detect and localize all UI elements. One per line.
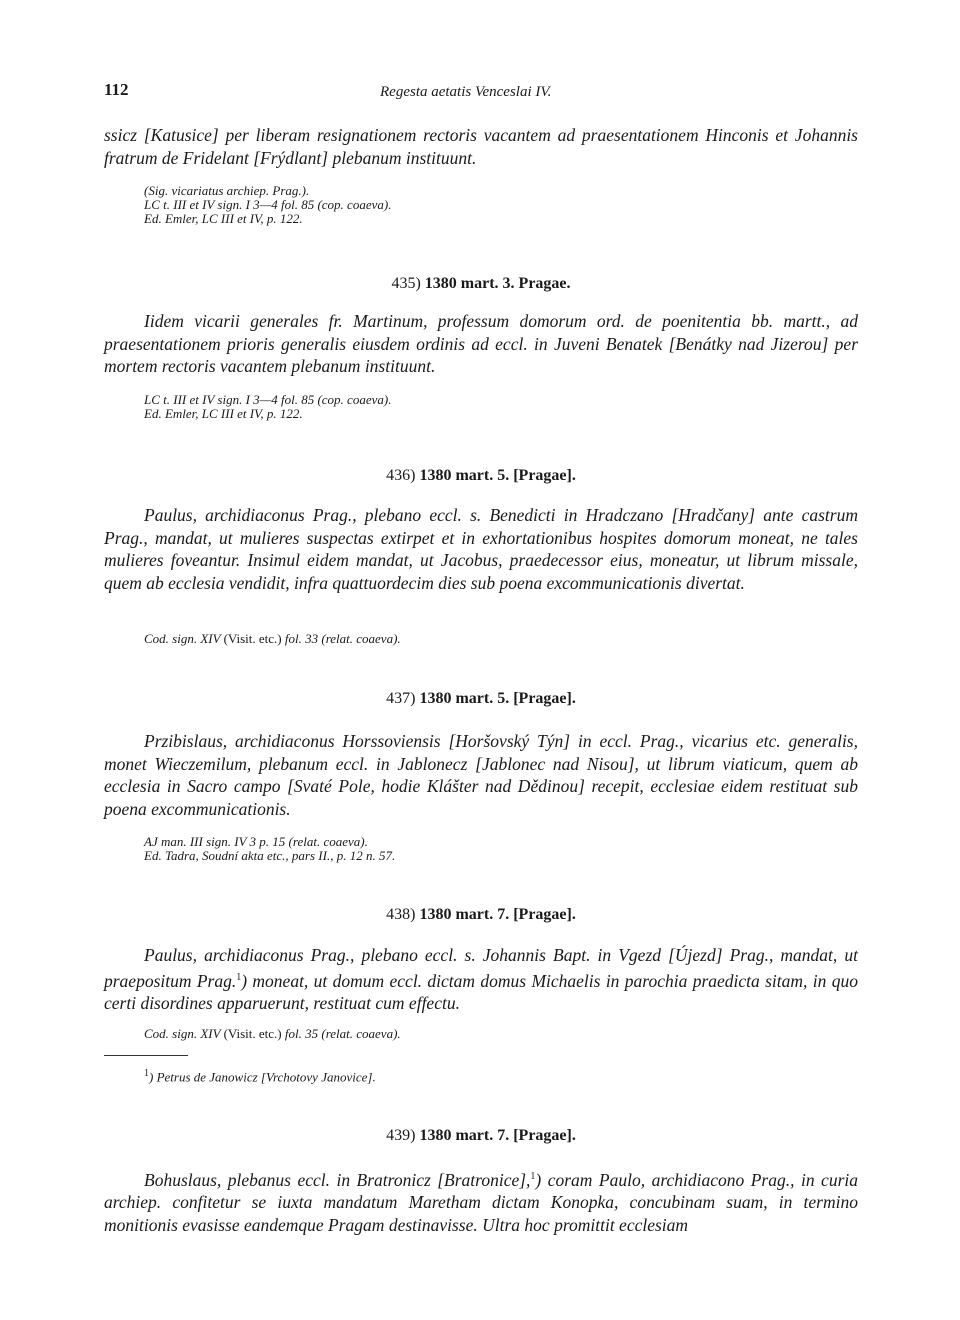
- entry-number: 438): [386, 906, 416, 923]
- footnote: [144, 1068, 858, 1085]
- continuation-text: ssicz [Katusice] per liberam resignationem rectoris vacantem ad praesentationem Hinconis et Johannis fratrum de Fridelant [Frýdlant] plebanum instituunt.: [104, 125, 858, 168]
- source-folio: fol. 35 (relat. coaeva).: [284, 1026, 401, 1041]
- footnote-ref: 1: [530, 1171, 536, 1182]
- entry-text-part: Paulus, archidiaconus Prag., plebano eccl. s. Johannis Bapt. in Vgezd [Újezd] Prag., mandat, ut praepositum Prag.: [104, 945, 858, 991]
- entry-heading: [104, 275, 858, 293]
- footnote-rule: [104, 1055, 188, 1056]
- entry-text-part: Bohuslaus, plebanus eccl. in Bratronicz [Bratronice],: [144, 1169, 531, 1190]
- entry-source: [144, 632, 858, 646]
- entry-text: Przibislaus, archidiaconus Horssoviensis [Horšovský Týn] in eccl. Prag., vicarius etc. generalis, monet Wieczemilum, plebanum eccl. in Jablonecz [Jablonec nad Nisou], ut librum viaticum, quem ab ecclesia in Sacro campo [Svaté Pole, hodie Klášter nad Dědinou] recepit, ecclesiae eidem restituat sub poena excommunicationis.: [104, 731, 858, 819]
- entry-source: [144, 1027, 858, 1041]
- footnote-ref: 1: [236, 971, 242, 983]
- entry-text: [104, 944, 858, 1014]
- footnote-text: ) Petrus de Janowicz [Vrchotovy Janovice].: [149, 1069, 376, 1085]
- source-note: (Visit. etc.): [223, 1026, 282, 1041]
- entry-date: 1380 mart. 5. [Pragae].: [419, 690, 576, 707]
- footnote-mark: 1: [144, 1068, 149, 1079]
- source-line: Ed. Tadra, Soudní akta etc., pars II., p. 12 n. 57.: [144, 848, 396, 863]
- source-line: Ed. Emler, LC III et IV, p. 122.: [144, 211, 303, 226]
- entry-sources: [104, 393, 818, 421]
- source-note: (Visit. etc.): [223, 631, 282, 646]
- entry-number: 435): [391, 275, 421, 292]
- entry-number: 439): [386, 1127, 416, 1144]
- entry-number: 437): [386, 690, 416, 707]
- page-number: 112: [104, 80, 129, 99]
- source-signature: Cod. sign. XIV: [144, 1026, 221, 1041]
- source-folio: fol. 33 (relat. coaeva).: [284, 631, 401, 646]
- entry-heading: [104, 906, 858, 924]
- entry-date: 1380 mart. 5. [Pragae].: [419, 467, 576, 484]
- source-line: (Sig. vicariatus archiep. Prag.).: [144, 183, 310, 198]
- entry-date: 1380 mart. 3. Pragae.: [424, 275, 571, 292]
- entry-heading: [104, 467, 858, 485]
- entry-text-part: ) moneat, ut domum eccl. dictam domus Michaelis in parochia praedicta sitam, in quo certi disordines apparuerunt, restituat cum effectu.: [104, 970, 858, 1013]
- entry-text: [104, 1166, 858, 1236]
- entry-text: Iidem vicarii generales fr. Martinum, professum domorum ord. de poenitentia bb. martt., ad praesentationem prioris generalis eiusdem ordinis ad eccl. in Juveni Benatek [Benátky nad Jizerou] per mortem rectoris vacantem plebanum instituunt.: [104, 311, 858, 376]
- entry-text-part: ) coram Paulo, archidiacono Prag., in curia archiep. confitetur se iuxta mandatum Maretham dictam Konopka, concubinam suam, in termino monitionis evasisse eandemque Pragam destinavisse. Ultra hoc promittit ecclesiam: [104, 1169, 858, 1235]
- source-signature: Cod. sign. XIV: [144, 631, 221, 646]
- source-line: AJ man. III sign. IV 3 p. 15 (relat. coaeva).: [144, 834, 368, 849]
- continuation-sources: [104, 184, 818, 226]
- entry-date: 1380 mart. 7. [Pragae].: [419, 1127, 576, 1144]
- entry-text: Paulus, archidiaconus Prag., plebano eccl. s. Benedicti in Hradczano [Hradčany] ante castrum Prag., mandat, ut mulieres suspectas extirpet et in exhortationibus hospites domorum moneat, ne tales mulieres foveantur. Insimul eidem mandat, ut Jacobus, praedecessor eius, moneatur, ut librum missale, quem ab ecclesia vendidit, infra quattuordecim dies sub poena excommunicationis divertat.: [104, 505, 858, 593]
- entry-heading: [104, 690, 858, 708]
- entry-sources: [104, 835, 818, 863]
- entry-date: 1380 mart. 7. [Pragae].: [419, 906, 576, 923]
- source-line: LC t. III et IV sign. I 3—4 fol. 85 (cop. coaeva).: [144, 197, 392, 212]
- source-line: Ed. Emler, LC III et IV, p. 122.: [144, 406, 303, 421]
- source-line: LC t. III et IV sign. I 3—4 fol. 85 (cop. coaeva).: [144, 392, 392, 407]
- entry-heading: [104, 1127, 858, 1145]
- running-title: Regesta aetatis Venceslai IV.: [380, 84, 552, 100]
- entry-number: 436): [386, 467, 416, 484]
